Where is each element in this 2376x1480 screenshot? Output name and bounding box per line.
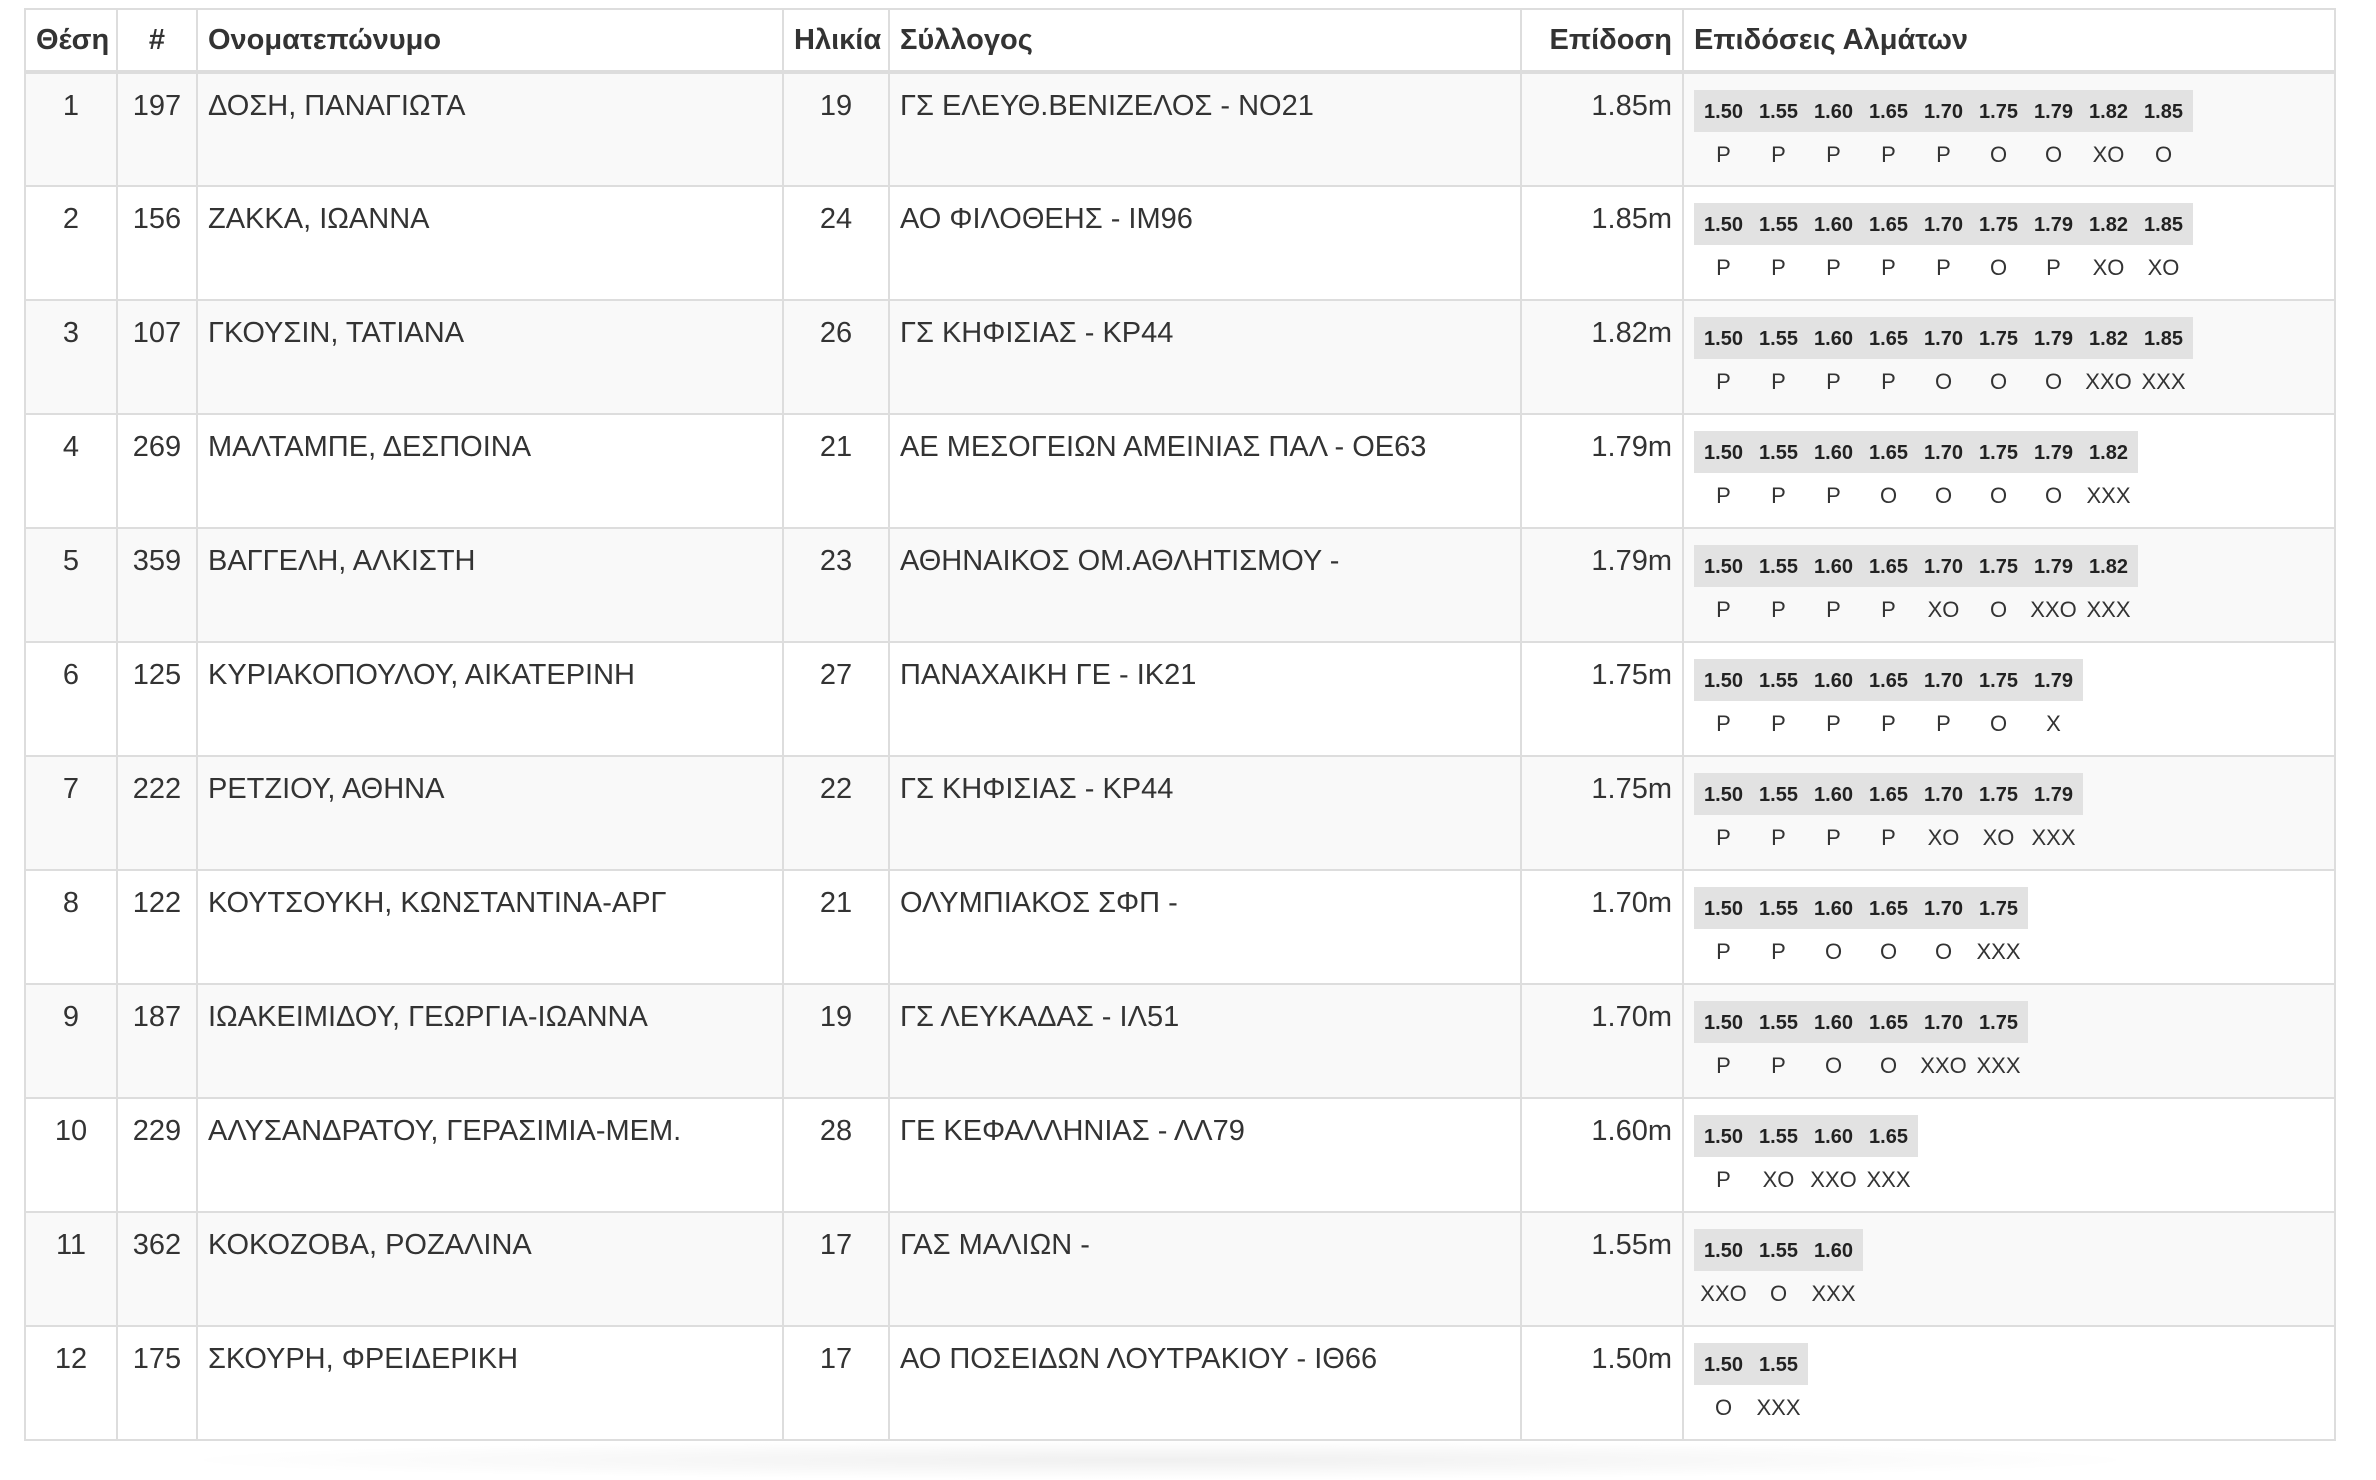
attempt-height: 1.75 [1979, 101, 2018, 123]
attempt-result: O [1989, 711, 2008, 736]
attempt-result: X [2046, 711, 2061, 736]
table-row [25, 756, 2335, 870]
attempt-result: O [1879, 483, 1898, 508]
attempt-result: P [1716, 711, 1731, 736]
attempt-height: 1.55 [1759, 1012, 1798, 1034]
attempt-results [1694, 1163, 2324, 1197]
attempt-height: 1.70 [1924, 328, 1963, 350]
attempt-results [1694, 821, 2324, 855]
attempt-height: 1.85 [2144, 101, 2183, 123]
attempt-result: P [1771, 369, 1786, 394]
athlete-name-cell: ΔΟΣΗ, ΠΑΝΑΓΙΩΤΑ [197, 72, 783, 186]
attempt-result: XXO [1700, 1281, 1747, 1306]
club-cell: ΓΕ ΚΕΦΑΛΛΗΝΙΑΣ - ΛΛ79 [889, 1098, 1521, 1212]
performance-cell: 1.85m [1521, 186, 1683, 300]
attempt-result: P [1716, 939, 1731, 964]
attempt-height: 1.79 [2034, 784, 2073, 806]
attempt-result: P [1771, 825, 1786, 850]
attempt-height: 1.70 [1924, 898, 1963, 920]
club-cell: ΑΟ ΦΙΛΟΘΕΗΣ - ΙΜ96 [889, 186, 1521, 300]
attempt-height: 1.79 [2034, 670, 2073, 692]
attempts-cell [1683, 528, 2335, 642]
header-club[interactable]: Σύλλογος [889, 9, 1521, 72]
attempt-height: 1.60 [1814, 1126, 1853, 1148]
attempt-height: 1.65 [1869, 101, 1908, 123]
table-row [25, 528, 2335, 642]
attempt-result: P [1716, 142, 1731, 167]
header-bib[interactable]: # [117, 9, 197, 72]
athlete-name-cell: ΡΕΤΖΙΟΥ, ΑΘΗΝΑ [197, 756, 783, 870]
attempt-height: 1.55 [1759, 670, 1798, 692]
attempt-height: 1.70 [1924, 101, 1963, 123]
attempt-result: XXO [1810, 1167, 1857, 1192]
attempt-height: 1.82 [2089, 328, 2128, 350]
attempt-result: XXX [1866, 1167, 1911, 1192]
age-cell: 23 [783, 528, 889, 642]
attempt-results [1694, 1391, 2324, 1425]
attempt-height: 1.60 [1814, 328, 1853, 350]
attempts-cell [1683, 870, 2335, 984]
attempts-cell [1683, 72, 2335, 186]
attempt-result: P [1826, 255, 1841, 280]
attempt-height: 1.55 [1759, 1354, 1798, 1376]
performance-cell: 1.70m [1521, 870, 1683, 984]
attempt-heights [1694, 203, 2193, 245]
performance-cell: 1.50m [1521, 1326, 1683, 1440]
attempt-result: P [1826, 483, 1841, 508]
attempt-result: P [1881, 825, 1896, 850]
athlete-name-cell: ΚΟΥΤΣΟΥΚΗ, ΚΩΝΣΤΑΝΤΙΝΑ-ΑΡΓ [197, 870, 783, 984]
attempt-height: 1.55 [1759, 556, 1798, 578]
bib-cell: 359 [117, 528, 197, 642]
attempt-result: XXO [1920, 1053, 1967, 1078]
attempt-result: XXX [2086, 483, 2131, 508]
place-cell: 12 [25, 1326, 117, 1440]
attempt-result: O [1989, 255, 2008, 280]
bib-cell: 269 [117, 414, 197, 528]
attempt-height: 1.65 [1869, 214, 1908, 236]
attempt-height: 1.50 [1704, 442, 1743, 464]
table-row [25, 72, 2335, 186]
header-row [25, 9, 2335, 72]
attempt-height: 1.50 [1704, 1012, 1743, 1034]
age-cell: 17 [783, 1212, 889, 1326]
age-cell: 28 [783, 1098, 889, 1212]
attempt-height: 1.60 [1814, 1012, 1853, 1034]
attempt-height: 1.79 [2034, 556, 2073, 578]
attempt-height: 1.75 [1979, 784, 2018, 806]
attempts-cell [1683, 300, 2335, 414]
attempt-result: P [1826, 597, 1841, 622]
attempt-heights [1694, 545, 2138, 587]
attempt-result: P [1716, 369, 1731, 394]
attempt-height: 1.70 [1924, 442, 1963, 464]
attempt-result: P [1936, 142, 1951, 167]
attempt-height: 1.60 [1814, 898, 1853, 920]
results-table [24, 8, 2336, 1441]
attempt-result: P [1881, 711, 1896, 736]
attempt-result: P [1826, 711, 1841, 736]
age-cell: 19 [783, 984, 889, 1098]
bib-cell: 229 [117, 1098, 197, 1212]
attempt-results [1694, 593, 2324, 627]
age-cell: 26 [783, 300, 889, 414]
athlete-name-cell: ΓΚΟΥΣΙΝ, ΤΑΤΙΑΝΑ [197, 300, 783, 414]
attempt-result: P [1826, 369, 1841, 394]
bottom-shadow [160, 1440, 2160, 1480]
table-row [25, 1098, 2335, 1212]
club-cell: ΟΛΥΜΠΙΑΚΟΣ ΣΦΠ - [889, 870, 1521, 984]
attempt-result: XO [1982, 825, 2015, 850]
club-cell: ΓΣ ΚΗΦΙΣΙΑΣ - ΚΡ44 [889, 300, 1521, 414]
attempt-height: 1.60 [1814, 101, 1853, 123]
attempt-heights [1694, 1229, 1863, 1271]
attempt-height: 1.79 [2034, 101, 2073, 123]
age-cell: 27 [783, 642, 889, 756]
attempt-result: O [1714, 1395, 1733, 1420]
place-cell: 3 [25, 300, 117, 414]
attempt-result: XXX [1811, 1281, 1856, 1306]
table-row [25, 186, 2335, 300]
attempt-height: 1.75 [1979, 1012, 2018, 1034]
attempt-results [1694, 707, 2324, 741]
table-row [25, 1326, 2335, 1440]
club-cell: ΑΘΗΝΑΙΚΟΣ ΟΜ.ΑΘΛΗΤΙΣΜΟΥ - [889, 528, 1521, 642]
attempt-height: 1.82 [2089, 101, 2128, 123]
attempt-height: 1.50 [1704, 328, 1743, 350]
bib-cell: 362 [117, 1212, 197, 1326]
attempt-height: 1.75 [1979, 898, 2018, 920]
attempt-result: P [2046, 255, 2061, 280]
attempt-height: 1.60 [1814, 442, 1853, 464]
attempt-height: 1.50 [1704, 101, 1743, 123]
place-cell: 1 [25, 72, 117, 186]
place-cell: 11 [25, 1212, 117, 1326]
attempt-height: 1.75 [1979, 556, 2018, 578]
age-cell: 22 [783, 756, 889, 870]
attempt-result: P [1771, 255, 1786, 280]
attempt-result: O [2154, 142, 2173, 167]
attempt-results [1694, 479, 2324, 513]
performance-cell: 1.85m [1521, 72, 1683, 186]
performance-cell: 1.70m [1521, 984, 1683, 1098]
attempt-result: P [1771, 939, 1786, 964]
attempt-result: P [1881, 142, 1896, 167]
attempt-result: P [1716, 597, 1731, 622]
attempt-height: 1.50 [1704, 1354, 1743, 1376]
attempt-heights [1694, 1115, 1918, 1157]
bib-cell: 197 [117, 72, 197, 186]
attempt-height: 1.65 [1869, 442, 1908, 464]
attempt-height: 1.50 [1704, 556, 1743, 578]
athlete-name-cell: ΚΥΡΙΑΚΟΠΟΥΛΟΥ, ΑΙΚΑΤΕΡΙΝΗ [197, 642, 783, 756]
table-row [25, 984, 2335, 1098]
place-cell: 6 [25, 642, 117, 756]
performance-cell: 1.82m [1521, 300, 1683, 414]
attempt-heights [1694, 1001, 2028, 1043]
attempt-height: 1.50 [1704, 1240, 1743, 1262]
age-cell: 21 [783, 870, 889, 984]
attempt-result: XXX [2086, 597, 2131, 622]
place-cell: 2 [25, 186, 117, 300]
attempt-height: 1.70 [1924, 670, 1963, 692]
attempt-result: P [1936, 255, 1951, 280]
attempt-result: XO [2092, 142, 2125, 167]
athlete-name-cell: ΜΑΛΤΑΜΠΕ, ΔΕΣΠΟΙΝΑ [197, 414, 783, 528]
table-row [25, 300, 2335, 414]
attempt-result: P [1771, 711, 1786, 736]
attempt-height: 1.55 [1759, 1240, 1798, 1262]
attempt-result: O [2044, 483, 2063, 508]
attempts-cell [1683, 984, 2335, 1098]
header-name[interactable]: Ονοματεπώνυμο [197, 9, 783, 72]
attempt-height: 1.79 [2034, 214, 2073, 236]
attempt-result: XXO [2085, 369, 2132, 394]
attempt-results [1694, 251, 2324, 285]
age-cell: 17 [783, 1326, 889, 1440]
attempt-results [1694, 1049, 2324, 1083]
attempt-heights [1694, 887, 2028, 929]
attempt-height: 1.55 [1759, 1126, 1798, 1148]
athlete-name-cell: ΚΟΚΟΖΟΒΑ, ΡΟΖΑΛΙΝΑ [197, 1212, 783, 1326]
attempt-result: XXX [1976, 1053, 2021, 1078]
bib-cell: 107 [117, 300, 197, 414]
attempt-result: O [1769, 1281, 1788, 1306]
attempt-result: O [1989, 483, 2008, 508]
attempt-height: 1.55 [1759, 214, 1798, 236]
attempt-height: 1.82 [2089, 556, 2128, 578]
attempts-cell [1683, 1098, 2335, 1212]
attempts-cell [1683, 414, 2335, 528]
attempt-result: P [1771, 142, 1786, 167]
attempt-result: O [1989, 369, 2008, 394]
attempt-height: 1.79 [2034, 442, 2073, 464]
attempt-result: O [1824, 939, 1843, 964]
attempt-heights [1694, 659, 2083, 701]
attempt-result: P [1716, 825, 1731, 850]
attempt-height: 1.70 [1924, 556, 1963, 578]
attempt-result: P [1881, 597, 1896, 622]
attempt-height: 1.70 [1924, 1012, 1963, 1034]
place-cell: 10 [25, 1098, 117, 1212]
header-attempts[interactable]: Επιδόσεις Αλμάτων [1683, 9, 2335, 72]
attempt-result: P [1881, 255, 1896, 280]
club-cell: ΓΣ ΕΛΕΥΘ.ΒΕΝΙΖΕΛΟΣ - ΝΟ21 [889, 72, 1521, 186]
attempt-result: O [1879, 1053, 1898, 1078]
attempt-result: XO [2147, 255, 2180, 280]
table-row [25, 870, 2335, 984]
attempts-cell [1683, 1212, 2335, 1326]
bib-cell: 175 [117, 1326, 197, 1440]
age-cell: 21 [783, 414, 889, 528]
attempt-height: 1.65 [1869, 898, 1908, 920]
attempt-height: 1.82 [2089, 214, 2128, 236]
attempt-result: XXX [1756, 1395, 1801, 1420]
bib-cell: 125 [117, 642, 197, 756]
attempt-height: 1.65 [1869, 328, 1908, 350]
attempt-height: 1.65 [1869, 1126, 1908, 1148]
place-cell: 8 [25, 870, 117, 984]
attempt-result: P [1716, 255, 1731, 280]
bib-cell: 222 [117, 756, 197, 870]
performance-cell: 1.60m [1521, 1098, 1683, 1212]
attempt-result: XXX [2141, 369, 2186, 394]
place-cell: 5 [25, 528, 117, 642]
attempt-height: 1.55 [1759, 101, 1798, 123]
attempt-height: 1.75 [1979, 214, 2018, 236]
performance-cell: 1.55m [1521, 1212, 1683, 1326]
attempt-result: P [1826, 142, 1841, 167]
attempt-result: XXO [2030, 597, 2077, 622]
club-cell: ΑΕ ΜΕΣΟΓΕΙΩΝ ΑΜΕΙΝΙΑΣ ΠΑΛ - ΟΕ63 [889, 414, 1521, 528]
header-place[interactable]: Θέση [25, 9, 117, 72]
attempt-height: 1.50 [1704, 214, 1743, 236]
attempt-result: O [1934, 483, 1953, 508]
attempt-result: P [1716, 1053, 1731, 1078]
attempts-cell [1683, 186, 2335, 300]
attempt-height: 1.55 [1759, 784, 1798, 806]
header-age[interactable]: Ηλικία [783, 9, 889, 72]
attempt-height: 1.75 [1979, 328, 2018, 350]
attempt-height: 1.50 [1704, 784, 1743, 806]
bib-cell: 187 [117, 984, 197, 1098]
age-cell: 24 [783, 186, 889, 300]
bib-cell: 122 [117, 870, 197, 984]
attempt-result: P [1936, 711, 1951, 736]
place-cell: 9 [25, 984, 117, 1098]
athlete-name-cell: ΖΑΚΚΑ, ΙΩΑΝΝΑ [197, 186, 783, 300]
attempt-heights [1694, 773, 2083, 815]
attempt-height: 1.55 [1759, 898, 1798, 920]
attempt-height: 1.82 [2089, 442, 2128, 464]
attempt-results [1694, 138, 2324, 172]
place-cell: 4 [25, 414, 117, 528]
athlete-name-cell: ΑΛΥΣΑΝΔΡΑΤΟΥ, ΓΕΡΑΣΙΜΙΑ-ΜΕΜ. [197, 1098, 783, 1212]
attempt-result: P [1771, 483, 1786, 508]
age-cell: 19 [783, 72, 889, 186]
attempt-result: O [1989, 142, 2008, 167]
attempt-heights [1694, 90, 2193, 132]
attempt-result: P [1826, 825, 1841, 850]
attempt-height: 1.60 [1814, 1240, 1853, 1262]
table-row [25, 1212, 2335, 1326]
athlete-name-cell: ΙΩΑΚΕΙΜΙΔΟΥ, ΓΕΩΡΓΙΑ-ΙΩΑΝΝΑ [197, 984, 783, 1098]
club-cell: ΠΑΝΑΧΑΙΚΗ ΓΕ - ΙΚ21 [889, 642, 1521, 756]
bib-cell: 156 [117, 186, 197, 300]
attempt-height: 1.75 [1979, 442, 2018, 464]
attempt-height: 1.50 [1704, 670, 1743, 692]
attempt-height: 1.79 [2034, 328, 2073, 350]
attempt-result: XO [2092, 255, 2125, 280]
attempt-results [1694, 1277, 2324, 1311]
attempt-height: 1.60 [1814, 556, 1853, 578]
attempt-result: O [1824, 1053, 1843, 1078]
athlete-name-cell: ΣΚΟΥΡΗ, ΦΡΕΙΔΕΡΙΚΗ [197, 1326, 783, 1440]
table-row [25, 642, 2335, 756]
attempt-height: 1.65 [1869, 670, 1908, 692]
attempt-heights [1694, 317, 2193, 359]
attempt-height: 1.75 [1979, 670, 2018, 692]
attempt-result: O [1934, 369, 1953, 394]
attempt-result: XO [1927, 597, 1960, 622]
performance-cell: 1.75m [1521, 642, 1683, 756]
attempts-cell [1683, 642, 2335, 756]
attempt-height: 1.60 [1814, 784, 1853, 806]
attempt-result: P [1716, 1167, 1731, 1192]
results-table-container [24, 8, 2334, 1441]
attempt-result: P [1771, 1053, 1786, 1078]
attempt-result: O [1989, 597, 2008, 622]
attempts-cell [1683, 1326, 2335, 1440]
attempt-height: 1.85 [2144, 214, 2183, 236]
attempt-height: 1.50 [1704, 1126, 1743, 1148]
athlete-name-cell: ΒΑΓΓΕΛΗ, ΑΛΚΙΣΤΗ [197, 528, 783, 642]
attempt-height: 1.55 [1759, 442, 1798, 464]
attempt-height: 1.65 [1869, 556, 1908, 578]
attempt-result: O [2044, 369, 2063, 394]
attempt-results [1694, 935, 2324, 969]
performance-cell: 1.75m [1521, 756, 1683, 870]
header-performance[interactable]: Επίδοση [1521, 9, 1683, 72]
attempt-result: P [1716, 483, 1731, 508]
attempt-heights [1694, 1343, 1808, 1385]
attempt-result: O [2044, 142, 2063, 167]
attempt-result: P [1771, 597, 1786, 622]
attempt-height: 1.55 [1759, 328, 1798, 350]
attempt-result: XXX [1976, 939, 2021, 964]
club-cell: ΓΣ ΛΕΥΚΑΔΑΣ - ΙΛ51 [889, 984, 1521, 1098]
attempt-height: 1.65 [1869, 1012, 1908, 1034]
attempt-height: 1.60 [1814, 670, 1853, 692]
attempt-result: O [1934, 939, 1953, 964]
attempt-height: 1.50 [1704, 898, 1743, 920]
table-row [25, 414, 2335, 528]
performance-cell: 1.79m [1521, 414, 1683, 528]
attempt-result: XO [1762, 1167, 1795, 1192]
performance-cell: 1.79m [1521, 528, 1683, 642]
attempt-height: 1.70 [1924, 214, 1963, 236]
attempt-height: 1.85 [2144, 328, 2183, 350]
place-cell: 7 [25, 756, 117, 870]
club-cell: ΓΣ ΚΗΦΙΣΙΑΣ - ΚΡ44 [889, 756, 1521, 870]
attempt-result: O [1879, 939, 1898, 964]
club-cell: ΑΟ ΠΟΣΕΙΔΩΝ ΛΟΥΤΡΑΚΙΟΥ - ΙΘ66 [889, 1326, 1521, 1440]
attempts-cell [1683, 756, 2335, 870]
attempt-heights [1694, 431, 2138, 473]
attempt-height: 1.60 [1814, 214, 1853, 236]
attempt-result: XXX [2031, 825, 2076, 850]
attempt-result: XO [1927, 825, 1960, 850]
attempt-results [1694, 365, 2324, 399]
attempt-height: 1.65 [1869, 784, 1908, 806]
attempt-height: 1.70 [1924, 784, 1963, 806]
attempt-result: P [1881, 369, 1896, 394]
club-cell: ΓΑΣ ΜΑΛΙΩΝ - [889, 1212, 1521, 1326]
